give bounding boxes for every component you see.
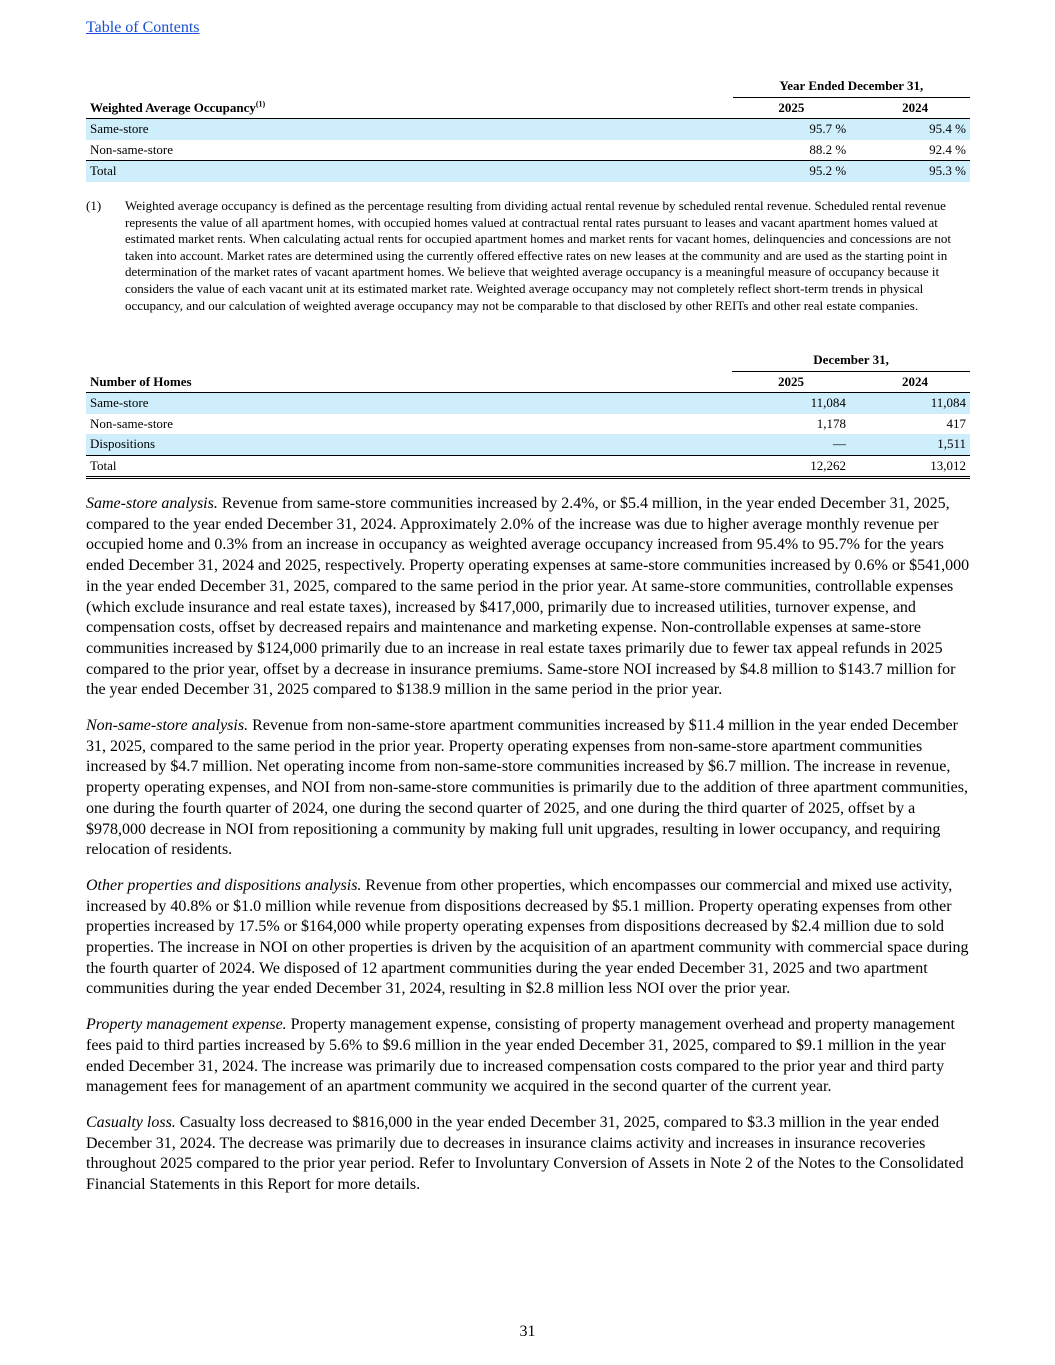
occupancy-footnote [86,198,970,314]
value-2024: 95.4 % [860,119,970,140]
value-2024: 1,511 [860,434,970,455]
paragraph-heading: Casualty loss. [86,1113,176,1131]
paragraph-body: Property management expense, consisting of property management overhead and property management fees paid to third parties increased by 5.6% to $9.6 million in the year ended December 31, 2025, compared to $9.1 million in the year ended December 31, 2024. The increase was primarily due to increased compensation costs compared to the prior year and third party management fees for management of an apartment community we acquired in the second quarter of the current year. [86,1016,955,1096]
non-same-store-analysis-paragraph [86,716,972,861]
paragraph-body: Revenue from same-store communities increased by 2.4%, or $5.4 million, in the year ended December 31, 2025, compared to the year ended December 31, 2024. Approximately 2.0% of the increase was due to higher average monthly revenue per occupied home and 0.3% from an increase in occupancy as weighted average occupancy increased from 95.4% to 95.7% for the years ended December 31, 2024 and 2025, respectively. Property operating expenses at same-store communities increased by 0.6% or $541,000 in the year ended December 31, 2025, compared to the same period in the prior year. At same-store communities, controllable expenses (which exclude insurance and real estate taxes), increased by $417,000, primarily due to increased utilities, turnover expense, and compensation costs, offset by decreased repairs and maintenance and marketing expense. Non-controllable expenses at same-store communities increased by $124,000 primarily due to an increase in real estate taxes primarily due to fewer tax appeal refunds in 2025 compared to the prior year, offset by a decrease in insurance premiums. Same-store NOI increased by $4.8 million to $143.7 million for the year ended December 31, 2025 compared to $138.9 million in the same period in the prior year. [86,495,970,699]
column-header-2025: 2025 [733,97,861,119]
december-31-header: December 31, [732,350,970,371]
footnote-text: Weighted average occupancy is defined as the percentage resulting from dividing actual rental revenue by scheduled rental revenue. Scheduled rental revenue represents the value of all apartment homes, with occupied homes valued at contractual rental rates pursuant to leases and vacant apartment homes valued at estimated market rents. When calculating actual rents for occupied apartment homes and market rents for vacant homes, delinquencies and concessions are not taken into account. Market rates are determined using the currently offered effective rates on new leases at the community and are used as the starting point in determination of the market rates of vacant apartment homes. We believe that weighted average occupancy is a meaningful measure of occupancy because it considers the value of each vacant unit at its estimated market rate. Weighted average occupancy may not completely reflect short-term trends in physical occupancy, and our calculation of weighted average occupancy may not be comparable to that disclosed by other REITs and other real estate companies. [125,198,952,313]
number-of-homes-table [86,350,970,479]
year-ended-header: Year Ended December 31, [733,76,970,97]
other-properties-analysis-paragraph [86,876,972,1000]
table-row [86,393,970,414]
row-label: Non-same-store [86,140,733,161]
table-header-row [86,97,970,119]
table-group-header-row [86,350,970,371]
paragraph-heading: Same-store analysis. [86,495,218,512]
paragraph-heading: Non-same-store analysis. [86,717,249,735]
same-store-analysis-paragraph [86,494,972,701]
row-label: Total [86,161,733,182]
column-header-2024: 2024 [860,371,970,393]
homes-label-header: Number of Homes [86,371,732,393]
table-row [86,140,970,161]
value-2025: 12,262 [732,455,860,478]
value-2025: — [732,434,860,455]
occupancy-label-header: Weighted Average Occupancy$^{(1)}$ [86,97,733,119]
row-label: Total [86,455,732,478]
table-row-total [86,161,970,182]
page-number: 31 [519,1323,536,1340]
table-of-contents-link[interactable]: Table of Contents [86,19,200,36]
paragraph-heading: Other properties and dispositions analysis. [86,876,362,894]
table-row-total [86,455,970,478]
value-2024: 11,084 [860,393,970,414]
table-group-header-row [86,76,970,97]
value-2024: 95.3 % [860,161,970,182]
footnote-marker: (1) [255,99,266,109]
row-label: Non-same-store [90,415,174,431]
value-2024: 92.4 % [860,140,970,161]
column-header-2024: 2024 [860,97,970,119]
table-row [86,119,970,140]
value-2025: 11,084 [732,393,860,414]
value-2025: 95.2 % [733,161,861,182]
property-management-expense-paragraph [86,1015,972,1098]
table-row [86,434,970,455]
paragraph-heading: Property management expense. [86,1016,287,1034]
value-2024: 417 [946,415,966,431]
column-header-2025: 2025 [732,371,860,393]
table-header-row [86,371,970,393]
footnote-number: (1) [86,198,102,213]
paragraph-body: Revenue from other properties, which encompasses our commercial and mixed use activity, increased by 40.8% or $1.0 million while revenue from dispositions decreased by $5.1 million. Property operating expenses from other properties increased by 17.5% or $164,000 while property operating expenses from dispositions decreased by $2.4 million due to sold properties. The increase in NOI on other properties is driven by the acquisition of an apartment community with commercial space during the fourth quarter of 2024. We disposed of 12 apartment communities during the year ended December 31, 2025 and two apartment communities during the year ended December 31, 2024, resulting in $2.8 million less NOI over the prior year. [86,876,969,998]
paragraph-body: Casualty loss decreased to $816,000 in the year ended December 31, 2025, compared to $3.3 million in the year ended December 31, 2024. The decrease was primarily due to decreases in insurance claims activity and increases in insurance recoveries throughout 2025 compared to the prior year period. Refer to Involuntary Conversion of Assets in Note 2 of the Notes to the Consolidated Financial Statements in this Report for more details. [86,1113,964,1194]
row-label: Same-store [86,393,732,414]
weighted-average-occupancy-table [86,76,970,182]
row-label: Dispositions [86,434,732,455]
value-2025: 1,178 [816,415,846,431]
value-2025: 88.2 % [733,140,861,161]
table-row [86,414,970,435]
value-2025: 95.7 % [733,119,861,140]
value-2024: 13,012 [860,455,970,478]
casualty-loss-paragraph [86,1113,972,1196]
paragraph-body: Revenue from non-same-store apartment communities increased by $11.4 million in the year ended December 31, 2025, compared to the same period in the prior year. Property operating expenses from non-same-store apartment communities increased by $4.7 million. Net operating income from non-same-store communities increased by $6.7 million. The increase in revenue, property operating expenses, and NOI from non-same-store communities is primarily due to the addition of three apartment communities, one during the fourth quarter of 2024, one during the second quarter of 2025, and one during the third quarter of 2025, offset by a $978,000 decrease in NOI from repositioning a community by making full unit upgrades, resulting in lower occupancy, and requiring relocation of residents. [86,717,968,859]
row-label: Same-store [86,119,733,140]
analysis-text [86,494,972,1211]
